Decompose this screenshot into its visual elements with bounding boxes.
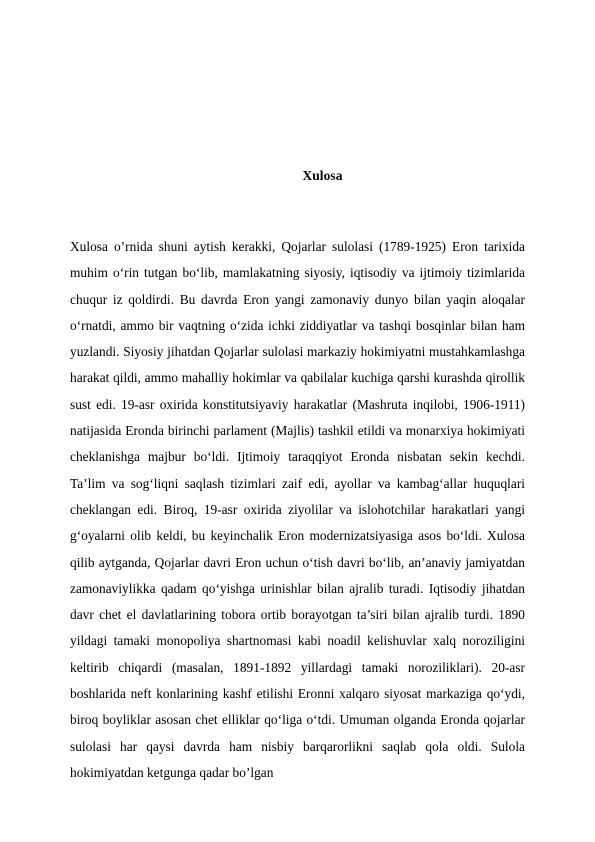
body-paragraph: Xulosa o’rnida shuni aytish kerakki, Qojarlar sulolasi (1789-1925) Eron tarixida muhim o‘rin tutgan bo‘lib, mamlakatning siyosiy, iqtisodiy va ijtimoiy tizimlarida chuqur iz qoldirdi. Bu davrda Eron yangi zamonaviy dunyo bilan yaqin aloqalar o‘rnatdi, ammo bir vaqtning o‘zida ichki ziddiyatlar va tashqi bosqinlar bilan ham yuzlandi. Siyosiy jihatdan Qojarlar sulolasi markaziy hokimiyatni mustahkamlashga harakat qildi, ammo mahalliy hokimlar va qabilalar kuchiga qarshi kurashda qirollik sust edi. 19-asr oxirida konstitutsiyaviy harakatlar (Mashruta inqilobi, 1906-1911) natijasida Eronda birinchi parlament (Majlis) tashkil etildi va monarxiya hokimiyati cheklanishga majbur bo‘ldi. Ijtimoiy taraqqiyot Eronda nisbatan sekin kechdi. Ta’lim va sog‘liqni saqlash tizimlari zaif edi, ayollar va kambag‘allar huquqlari cheklangan edi. Biroq, 19-asr oxirida ziyolilar va islohotchilar harakatlari yangi g‘oyalarni olib keldi, bu keyinchalik Eron modernizatsiyasiga asos bo‘ldi. Xulosa qilib aytganda, Qojarlar davri Eron uchun o‘tish davri bo‘lib, an’anaviy jamiyatdan zamonaviylikka qadam qo‘yishga urinishlar bilan ajralib turadi. Iqtisodiy jihatdan davr chet el davlatlarining tobora ortib borayotgan ta’siri bilan ajralib turdi. 1890 yildagi tamaki monopoliya shartnomasi kabi noadil kelishuvlar xalq noroziligini keltirib chiqardi (masalan, 1891-1892 yillardagi tamaki noroziliklari). 20-asr boshlarida neft konlarining kashf etilishi Eronni xalqaro siyosat markaziga qo‘ydi, biroq boyliklar asosan chet elliklar qo‘liga o‘tdi. Umuman olganda Eronda qojarlar sulolasi har qaysi davrda ham nisbiy barqarorlikni saqlab qola oldi. Sulola hokimiyatdan ketgunga qadar bo’lgan (70, 239, 525, 780)
document-title: Xulosa (302, 168, 343, 183)
